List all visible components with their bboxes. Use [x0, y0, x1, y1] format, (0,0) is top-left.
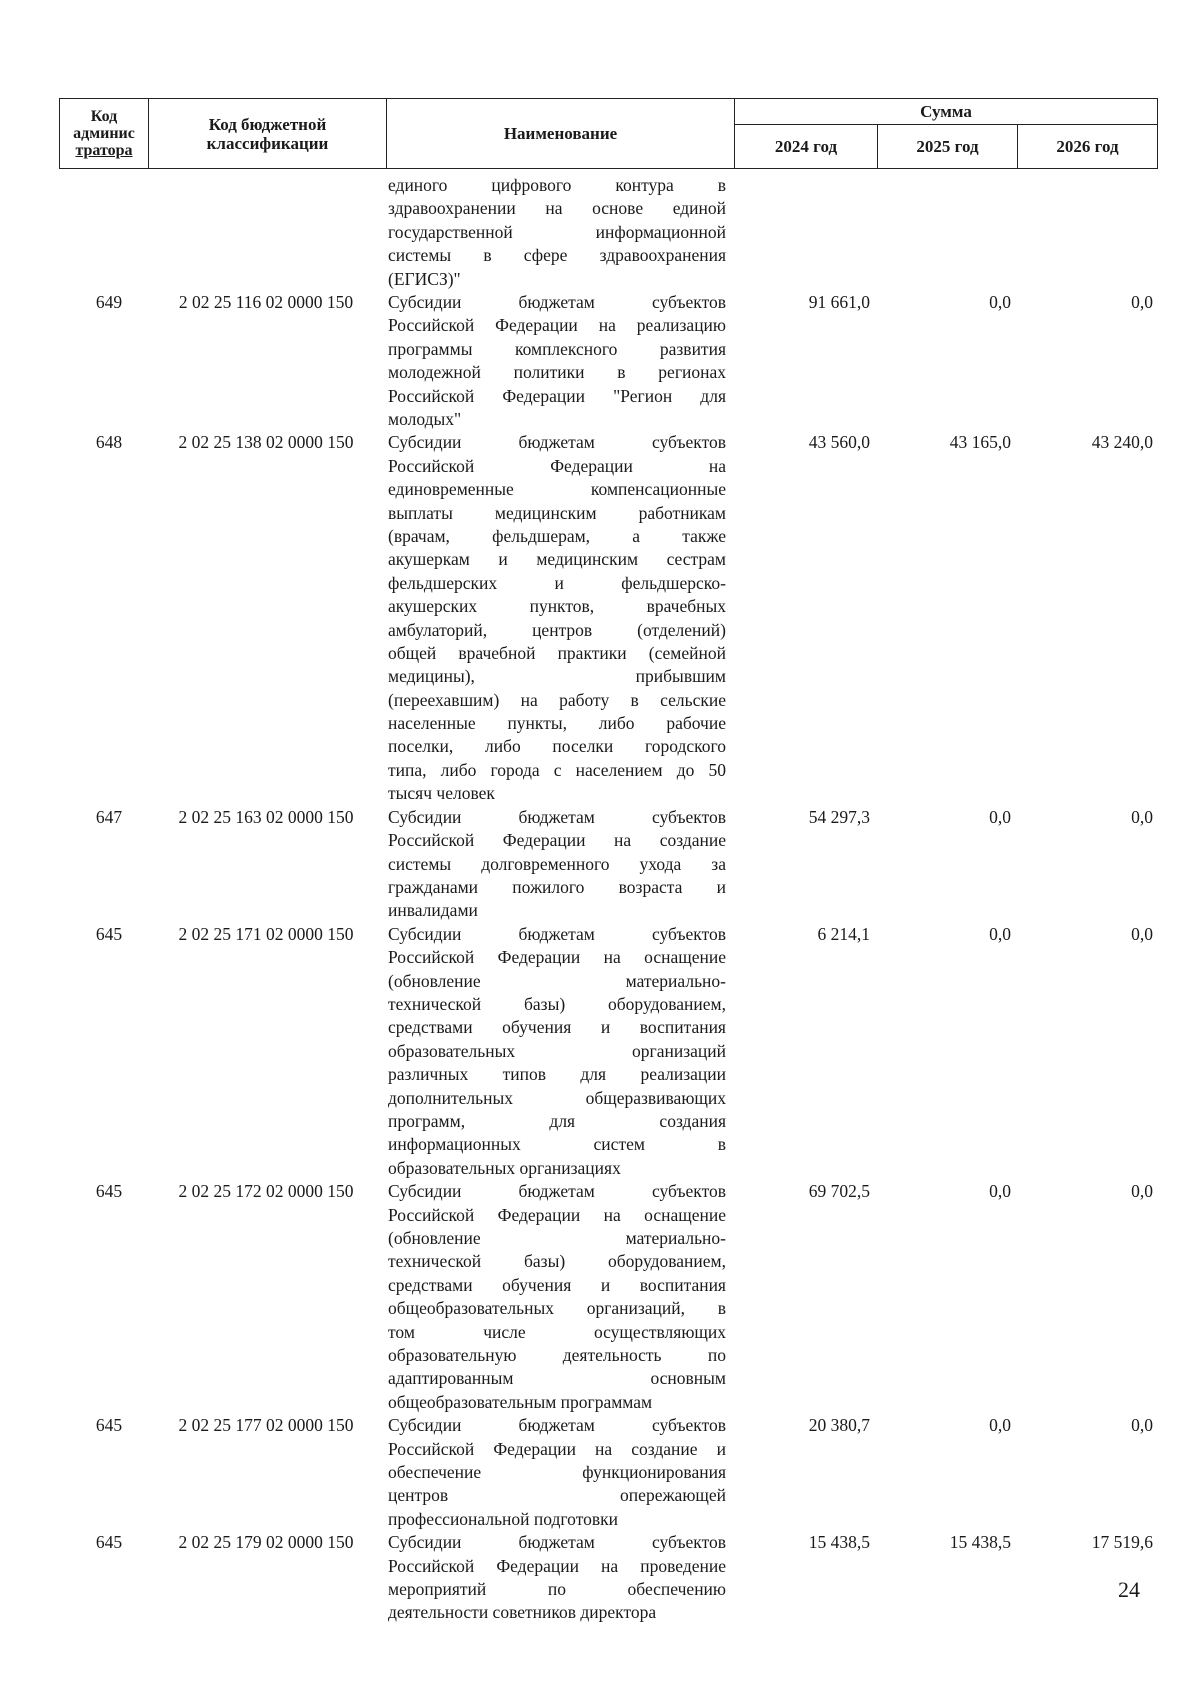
name-line: тысяч человек	[388, 783, 495, 804]
name-line: адаптированным основным	[388, 1368, 726, 1389]
row-admin-code: 645	[95, 1181, 123, 1202]
name-line: Российской Федерации на оснащение	[388, 1204, 726, 1225]
row-kbk: 2 02 25 163 02 0000 150	[178, 806, 354, 827]
row-kbk: 2 02 25 171 02 0000 150	[178, 923, 354, 944]
header-year-2026: 2026 год	[1018, 125, 1158, 169]
row-kbk: 2 02 25 116 02 0000 150	[178, 292, 354, 312]
name-line: дополнительных общеразвивающих	[388, 1087, 726, 1108]
name-line: выплаты медицинским работникам	[388, 502, 726, 523]
row-name	[388, 1531, 726, 1625]
name-line: Субсидии бюджетам субъектов	[388, 432, 726, 453]
name-line: (обновление материально-	[388, 970, 726, 991]
row-name	[388, 291, 726, 431]
row-admin-code: 648	[95, 432, 123, 453]
name-line: Субсидии бюджетам субъектов	[388, 1532, 726, 1553]
name-line: центров опережающей	[388, 1485, 726, 1506]
row-name	[388, 1414, 726, 1531]
row-value-2026: 0,0	[1131, 923, 1153, 944]
name-line: образовательных организациях	[388, 1157, 621, 1178]
header-sum: Сумма	[735, 99, 1158, 125]
name-line: молодежной политики в регионах	[388, 362, 726, 383]
name-line: фельдшерских и фельдшерско-	[388, 572, 726, 593]
header-admin-code: Код админис тратора	[60, 99, 149, 169]
name-line: Российской Федерации "Регион для	[388, 385, 726, 406]
row-admin-code: 645	[95, 1415, 123, 1436]
row-value-2025: 0,0	[989, 1415, 1011, 1436]
row-name	[388, 1180, 726, 1414]
name-line: Субсидии бюджетам субъектов	[388, 1181, 726, 1202]
name-line: программы комплексного развития	[388, 338, 726, 359]
name-line: средствами обучения и воспитания	[388, 1017, 726, 1038]
row-value-2025: 0,0	[989, 292, 1011, 312]
row-value-2024: 20 380,7	[808, 1415, 870, 1436]
name-line: (обновление материально-	[388, 1227, 726, 1248]
row-value-2026: 43 240,0	[1091, 432, 1153, 453]
header-year-2024: 2024 год	[735, 125, 878, 169]
name-line: акушеркам и медицинским сестрам	[388, 549, 726, 570]
name-line: системы долговременного ухода за	[388, 853, 726, 874]
name-line: амбулаторий, центров (отделений)	[388, 619, 726, 640]
row-value-2024: 91 661,0	[808, 292, 870, 312]
row-value-2025: 0,0	[989, 806, 1011, 827]
name-line: общеобразовательным программам	[388, 1391, 653, 1412]
row-name	[388, 174, 726, 291]
name-line: общей врачебной практики (семейной	[388, 642, 726, 663]
page-number: 24	[1118, 1577, 1140, 1602]
row-value-2026: 17 519,6	[1091, 1532, 1153, 1553]
name-line: инвалидами	[388, 900, 478, 921]
name-line: государственной информационной	[388, 221, 726, 242]
name-line: Субсидии бюджетам субъектов	[388, 923, 726, 944]
name-line: Российской Федерации на проведение	[388, 1555, 726, 1576]
name-line: различных типов для реализации	[388, 1064, 726, 1085]
name-line: медицины), прибывшим	[388, 666, 726, 687]
name-line: системы в сфере здравоохранения	[388, 245, 726, 266]
row-admin-code: 649	[95, 292, 123, 312]
name-line: том числе осуществляющих	[388, 1321, 726, 1342]
name-line: здравоохранении на основе единой	[388, 198, 726, 219]
name-line: типа, либо города с населением до 50	[388, 759, 726, 780]
name-line: образовательных организаций	[388, 1040, 726, 1061]
row-value-2026: 0,0	[1131, 1415, 1153, 1436]
row-value-2024: 6 214,1	[817, 923, 870, 944]
name-line: молодых"	[388, 408, 462, 429]
row-kbk: 2 02 25 179 02 0000 150	[178, 1532, 354, 1553]
name-line: общеобразовательных организаций, в	[388, 1298, 726, 1319]
name-line: (врачам, фельдшерам, а также	[388, 525, 726, 546]
name-line: поселки, либо поселки городского	[388, 736, 726, 757]
row-admin-code: 645	[95, 923, 123, 944]
name-line: населенные пункты, либо рабочие	[388, 713, 726, 734]
row-admin-code: 647	[95, 806, 123, 827]
name-line: Российской Федерации на	[388, 455, 726, 476]
name-line: Субсидии бюджетам субъектов	[388, 806, 726, 827]
row-kbk: 2 02 25 172 02 0000 150	[178, 1181, 354, 1202]
table-header	[59, 98, 1158, 169]
name-line: обеспечение функционирования	[388, 1461, 726, 1482]
row-kbk: 2 02 25 177 02 0000 150	[178, 1415, 354, 1436]
name-line: технической базы) оборудованием,	[388, 993, 726, 1014]
name-line: Российской Федерации на реализацию	[388, 315, 726, 336]
row-value-2024: 54 297,3	[808, 806, 870, 827]
name-line: технической базы) оборудованием,	[388, 1251, 726, 1272]
row-value-2025: 0,0	[989, 923, 1011, 944]
name-line: мероприятий по обеспечению	[388, 1578, 726, 1599]
row-value-2026: 0,0	[1131, 806, 1153, 827]
row-name	[388, 806, 726, 923]
row-value-2026: 0,0	[1131, 1181, 1153, 1202]
name-line: Российской Федерации на оснащение	[388, 947, 726, 968]
row-value-2025: 15 438,5	[949, 1532, 1011, 1553]
name-line: единовременные компенсационные	[388, 479, 726, 500]
header-year-2025: 2025 год	[878, 125, 1018, 169]
name-line: Субсидии бюджетам субъектов	[388, 292, 726, 312]
row-value-2024: 15 438,5	[808, 1532, 870, 1553]
row-kbk: 2 02 25 138 02 0000 150	[178, 432, 354, 453]
row-value-2026: 0,0	[1131, 292, 1153, 312]
header-kbk: Код бюджетной классификации	[149, 99, 387, 169]
name-line: программ, для создания	[388, 1110, 726, 1131]
row-name	[388, 431, 726, 805]
row-admin-code: 645	[95, 1532, 123, 1553]
name-line: профессиональной подготовки	[388, 1508, 618, 1529]
row-value-2024: 43 560,0	[808, 432, 870, 453]
name-line: Субсидии бюджетам субъектов	[388, 1415, 726, 1436]
row-value-2025: 43 165,0	[949, 432, 1011, 453]
row-value-2025: 0,0	[989, 1181, 1011, 1202]
name-line: информационных систем в	[388, 1134, 726, 1155]
name-line: образовательную деятельность по	[388, 1344, 726, 1365]
header-name: Наименование	[387, 99, 735, 169]
row-value-2024: 69 702,5	[808, 1181, 870, 1202]
name-line: деятельности советников директора	[388, 1602, 657, 1623]
name-line: Российской Федерации на создание и	[388, 1438, 726, 1459]
name-line: средствами обучения и воспитания	[388, 1274, 726, 1295]
name-line: гражданами пожилого возраста и	[388, 876, 726, 897]
name-line: единого цифрового контура в	[388, 175, 726, 195]
name-line: Российской Федерации на создание	[388, 830, 726, 851]
name-line: акушерских пунктов, врачебных	[388, 596, 726, 617]
row-name	[388, 923, 726, 1180]
name-line: (переехавшим) на работу в сельские	[388, 689, 726, 710]
name-line: (ЕГИСЗ)"	[388, 268, 461, 289]
